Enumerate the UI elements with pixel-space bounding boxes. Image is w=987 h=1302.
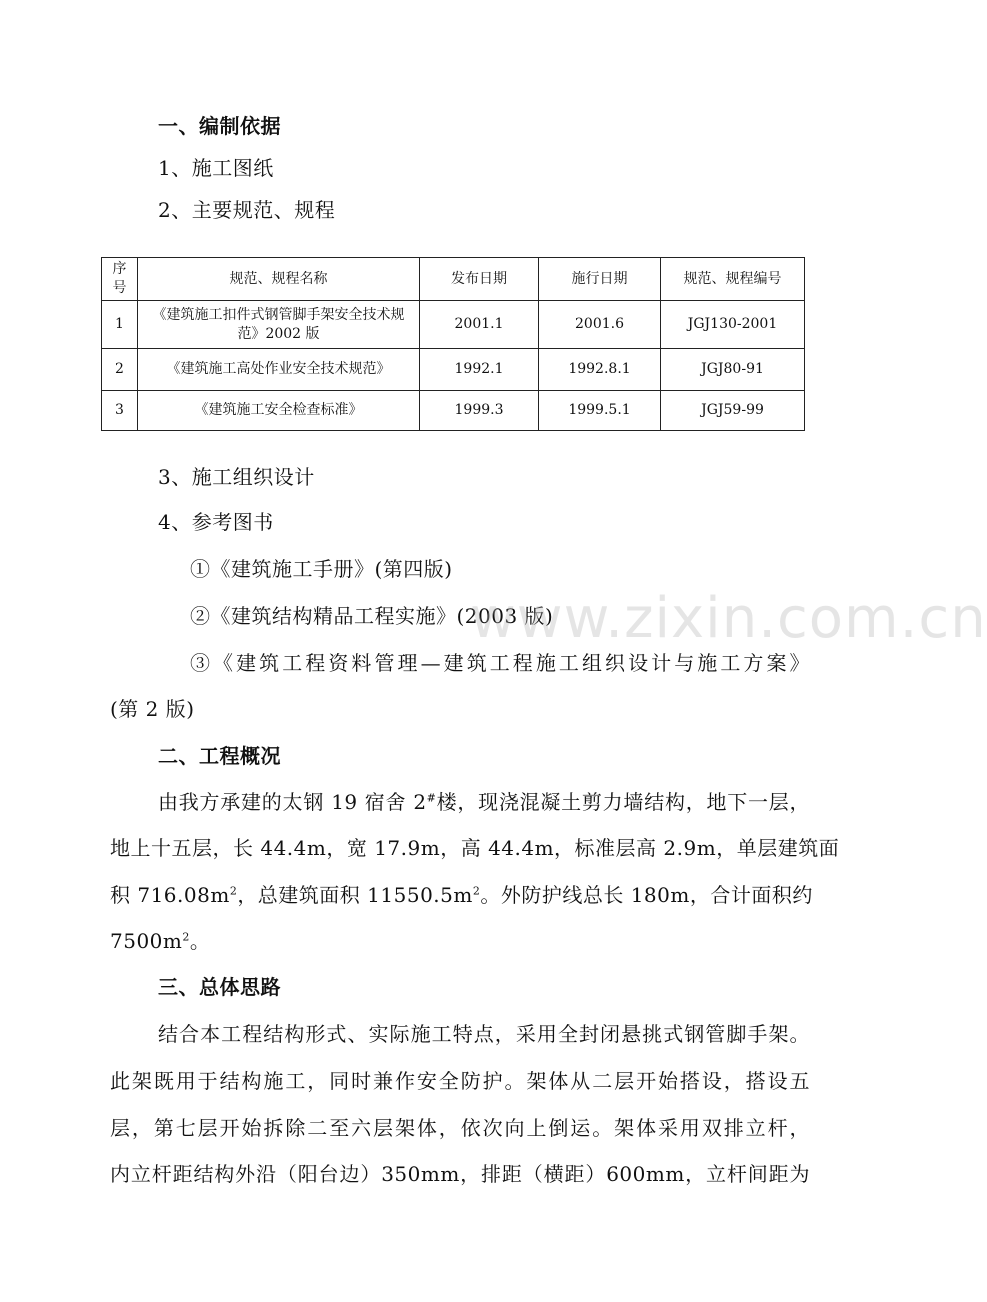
header-code: 规范、规程编号 — [661, 258, 805, 301]
cell-issued: 1992.1 — [420, 349, 539, 391]
cell-code: JGJ59-99 — [661, 391, 805, 431]
header-issued: 发布日期 — [420, 258, 539, 301]
cell-effective: 1992.8.1 — [539, 349, 661, 391]
overview-line-2: 地上十五层，长 44.4m，宽 17.9m，高 44.4m，标准层高 2.9m，单层建筑面 — [110, 836, 840, 860]
approach-line-1: 结合本工程结构形式、实际施工特点，采用全封闭悬挑式钢管脚手架。 — [158, 1022, 810, 1046]
header-name: 规范、规程名称 — [138, 258, 420, 301]
approach-line-3: 层，第七层开始拆除二至六层架体，依次向上倒运。架体采用双排立杆， — [110, 1116, 810, 1140]
reference-2: ②《建筑结构精品工程实施》(2003 版) — [190, 604, 554, 628]
reference-3: ③《建筑工程资料管理—建筑工程施工组织设计与施工方案》 — [190, 651, 810, 675]
table-row — [102, 349, 805, 391]
item-drawings: 1、施工图纸 — [158, 156, 274, 180]
cell-no: 3 — [102, 391, 138, 431]
approach-line-2: 此架既用于结构施工，同时兼作安全防护。架体从二层开始搭设，搭设五 — [110, 1069, 810, 1093]
cell-effective: 2001.6 — [539, 301, 661, 349]
approach-line-4: 内立杆距结构外沿（阳台边）350mm，排距（横距）600mm，立杆间距为 — [110, 1162, 810, 1186]
cell-effective: 1999.5.1 — [539, 391, 661, 431]
cell-code: JGJ80-91 — [661, 349, 805, 391]
cell-name: 《建筑施工扣件式钢管脚手架安全技术规范》2002 版 — [138, 301, 420, 349]
cell-code: JGJ130-2001 — [661, 301, 805, 349]
item-reference-books: 4、参考图书 — [158, 510, 274, 534]
overview-line-1: 由我方承建的太钢 19 宿舍 2#楼，现浇混凝土剪力墙结构，地下一层， — [158, 790, 811, 814]
cell-name: 《建筑施工安全检查标准》 — [138, 391, 420, 431]
reference-1: ①《建筑施工手册》(第四版) — [190, 557, 453, 581]
section-title-overview: 二、工程概况 — [158, 744, 281, 768]
header-no: 序号 — [102, 258, 138, 301]
section-title-basis: 一、编制依据 — [158, 114, 281, 138]
section-title-approach: 三、总体思路 — [158, 975, 281, 999]
cell-issued: 2001.1 — [420, 301, 539, 349]
item-standards: 2、主要规范、规程 — [158, 198, 336, 222]
cell-no: 1 — [102, 301, 138, 349]
reference-3-edition: (第 2 版) — [110, 697, 195, 721]
cell-name: 《建筑施工高处作业安全技术规范》 — [138, 349, 420, 391]
cell-issued: 1999.3 — [420, 391, 539, 431]
item-org-design: 3、施工组织设计 — [158, 465, 315, 489]
table-row — [102, 391, 805, 431]
standards-table — [101, 257, 805, 431]
cell-no: 2 — [102, 349, 138, 391]
overview-line-3: 积 $716.08m^2$，总建筑面积 $11550.5m^2$。外防护线总长 180m，合计面积约 — [110, 883, 813, 907]
header-effective: 施行日期 — [539, 258, 661, 301]
watermark: www.zixin.com.cn — [470, 586, 987, 651]
table-row — [102, 301, 805, 349]
table-header-row — [102, 258, 805, 301]
overview-line-4: $7500m^2$。 — [110, 929, 211, 953]
